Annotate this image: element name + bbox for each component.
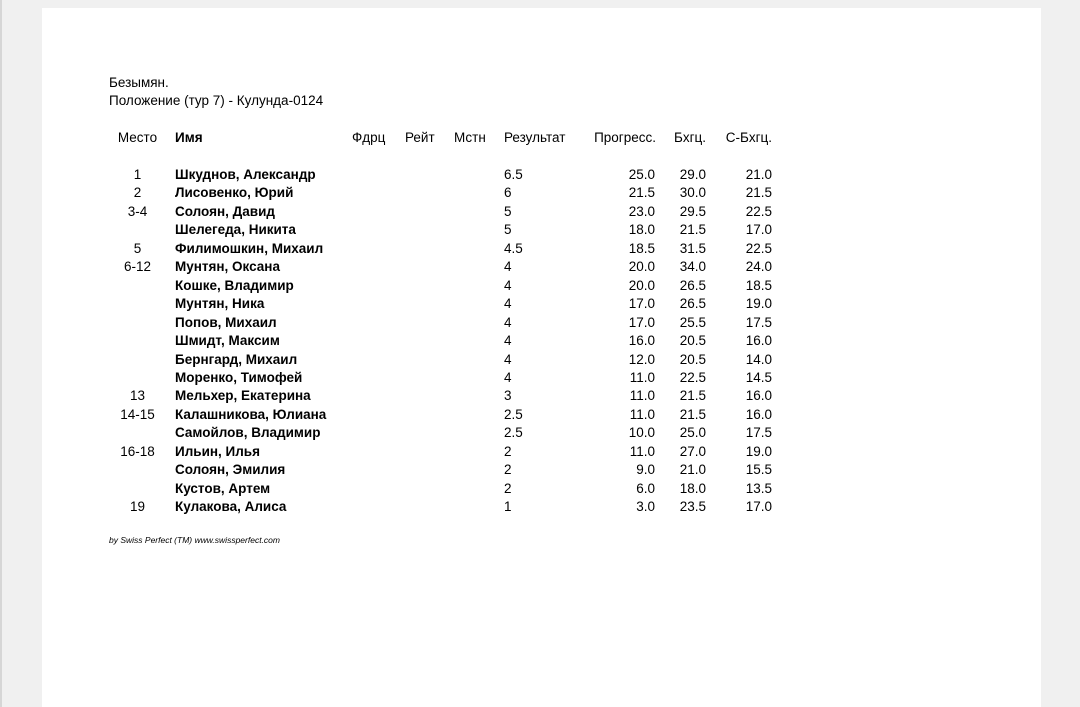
row-buchholz: 26.5 [679, 296, 706, 312]
row-sum-buchholz: 19.0 [745, 296, 772, 312]
row-result: 2 [504, 443, 512, 459]
row-buchholz: 29.5 [679, 203, 706, 219]
row-name: Шмидт, Максим [175, 333, 280, 349]
row-result: 2.5 [504, 425, 523, 441]
row-name: Ильин, Илья [175, 443, 260, 459]
row-buchholz: 22.5 [679, 369, 706, 385]
row-progress: 11.0 [629, 369, 655, 385]
row-progress: 16.0 [628, 333, 655, 349]
header-fdrc: Фдрц [352, 130, 386, 145]
row-buchholz: 25.5 [679, 314, 706, 330]
row-result: 4 [504, 277, 512, 293]
row-sum-buchholz: 16.0 [745, 406, 772, 422]
document-header [109, 74, 323, 110]
row-progress: 21.5 [628, 185, 655, 201]
row-buchholz: 34.0 [679, 259, 706, 275]
row-place: 1 [133, 167, 142, 182]
header-progress: Прогресс. [594, 130, 656, 145]
row-result: 2 [504, 462, 512, 478]
row-progress: 20.0 [628, 277, 655, 293]
row-place: 5 [133, 240, 142, 256]
row-name: Калашникова, Юлиана [175, 406, 327, 422]
row-result: 5 [504, 203, 512, 219]
row-buchholz: 29.0 [679, 167, 706, 182]
row-sum-buchholz: 16.0 [745, 388, 772, 404]
row-buchholz: 20.5 [679, 351, 706, 367]
row-result: 4 [504, 351, 512, 367]
row-sum-buchholz: 21.0 [745, 167, 772, 182]
row-place: 6-12 [123, 259, 152, 275]
row-result: 4.5 [504, 240, 523, 256]
row-buchholz: 27.0 [679, 443, 706, 459]
row-buchholz: 25.0 [679, 425, 706, 441]
row-progress: 6.0 [636, 480, 655, 496]
header-buchholz: Бхгц. [673, 130, 706, 145]
row-name: Кустов, Артем [175, 480, 271, 496]
row-name: Мельхер, Екатерина [175, 388, 311, 404]
document-page [42, 8, 1041, 707]
row-buchholz: 30.0 [679, 185, 706, 201]
row-progress: 12.0 [628, 351, 655, 367]
row-buchholz: 21.5 [679, 388, 706, 404]
row-name: Мунтян, Ника [175, 296, 265, 312]
row-sum-buchholz: 17.5 [745, 425, 772, 441]
row-progress: 23.0 [628, 203, 655, 219]
row-sum-buchholz: 19.0 [745, 443, 772, 459]
row-name: Самойлов, Владимир [175, 425, 321, 441]
row-name: Моренко, Тимофей [175, 369, 303, 385]
row-sum-buchholz: 22.5 [745, 240, 772, 256]
row-name: Бернгард, Михаил [175, 351, 298, 367]
row-name: Кулакова, Алиса [175, 499, 287, 515]
row-name: Мунтян, Оксана [175, 259, 280, 275]
row-result: 5 [504, 222, 512, 238]
row-name: Филимошкин, Михаил [175, 240, 324, 256]
footer-credit: by Swiss Perfect (TM) www.swissperfect.com [109, 535, 280, 545]
row-result: 2.5 [504, 406, 523, 422]
row-place: 14-15 [120, 406, 155, 422]
row-buchholz: 23.5 [679, 499, 706, 515]
row-result: 2 [504, 480, 512, 496]
row-name: Попов, Михаил [175, 314, 277, 330]
row-sum-buchholz: 17.0 [745, 222, 772, 238]
row-sum-buchholz: 22.5 [745, 203, 772, 219]
viewer-left-edge [0, 0, 2, 707]
row-sum-buchholz: 14.5 [745, 369, 772, 385]
header-result: Результат [504, 130, 566, 145]
row-progress: 17.0 [628, 296, 655, 312]
row-place: 3-4 [127, 203, 148, 219]
row-progress: 11.0 [629, 388, 655, 404]
row-place: 13 [129, 388, 146, 404]
row-result: 4 [504, 333, 512, 349]
row-progress: 18.0 [628, 222, 655, 238]
row-progress: 9.0 [636, 462, 655, 478]
row-buchholz: 18.0 [679, 480, 706, 496]
row-progress: 18.5 [628, 240, 655, 256]
row-place: 2 [133, 185, 142, 201]
row-result: 1 [504, 499, 512, 515]
row-buchholz: 21.5 [679, 222, 706, 238]
row-result: 6.5 [504, 167, 523, 182]
row-name: Солоян, Эмилия [175, 462, 286, 478]
row-progress: 17.0 [628, 314, 655, 330]
row-progress: 3.0 [636, 499, 655, 515]
row-sum-buchholz: 13.5 [745, 480, 772, 496]
row-buchholz: 20.5 [679, 333, 706, 349]
row-result: 4 [504, 369, 512, 385]
row-result: 4 [504, 314, 512, 330]
row-sum-buchholz: 17.5 [745, 314, 772, 330]
row-sum-buchholz: 17.0 [745, 499, 772, 515]
row-progress: 10.0 [628, 425, 655, 441]
row-result: 4 [504, 296, 512, 312]
header-name: Имя [175, 130, 203, 145]
row-buchholz: 26.5 [679, 277, 706, 293]
row-name: Шелегеда, Никита [175, 222, 296, 238]
row-name: Шкуднов, Александр [175, 167, 316, 182]
document-subtitle: Положение (тур 7) - Кулунда-0124 [109, 93, 324, 108]
row-progress: 20.0 [628, 259, 655, 275]
row-place: 16-18 [120, 443, 155, 459]
row-result: 6 [504, 185, 512, 201]
row-name: Солоян, Давид [175, 203, 275, 219]
row-buchholz: 21.5 [679, 406, 706, 422]
header-place: Место [117, 130, 158, 145]
row-result: 4 [504, 259, 512, 275]
row-buchholz: 21.0 [679, 462, 706, 478]
header-local: Мстн [454, 130, 486, 145]
row-sum-buchholz: 21.5 [745, 185, 772, 201]
header-sum-buchholz: С-Бхгц. [725, 130, 772, 145]
row-place: 19 [129, 499, 146, 515]
row-sum-buchholz: 18.5 [745, 277, 772, 293]
row-progress: 11.0 [629, 443, 655, 459]
document-title: Безымян. [109, 75, 169, 90]
row-name: Лисовенко, Юрий [175, 185, 294, 201]
row-progress: 11.0 [629, 406, 655, 422]
row-sum-buchholz: 16.0 [745, 333, 772, 349]
row-sum-buchholz: 14.0 [745, 351, 772, 367]
row-sum-buchholz: 24.0 [745, 259, 772, 275]
row-progress: 25.0 [628, 167, 655, 182]
row-result: 3 [504, 388, 512, 404]
header-rating: Рейт [405, 130, 435, 145]
row-sum-buchholz: 15.5 [745, 462, 772, 478]
row-buchholz: 31.5 [679, 240, 706, 256]
row-name: Кошке, Владимир [175, 277, 294, 293]
